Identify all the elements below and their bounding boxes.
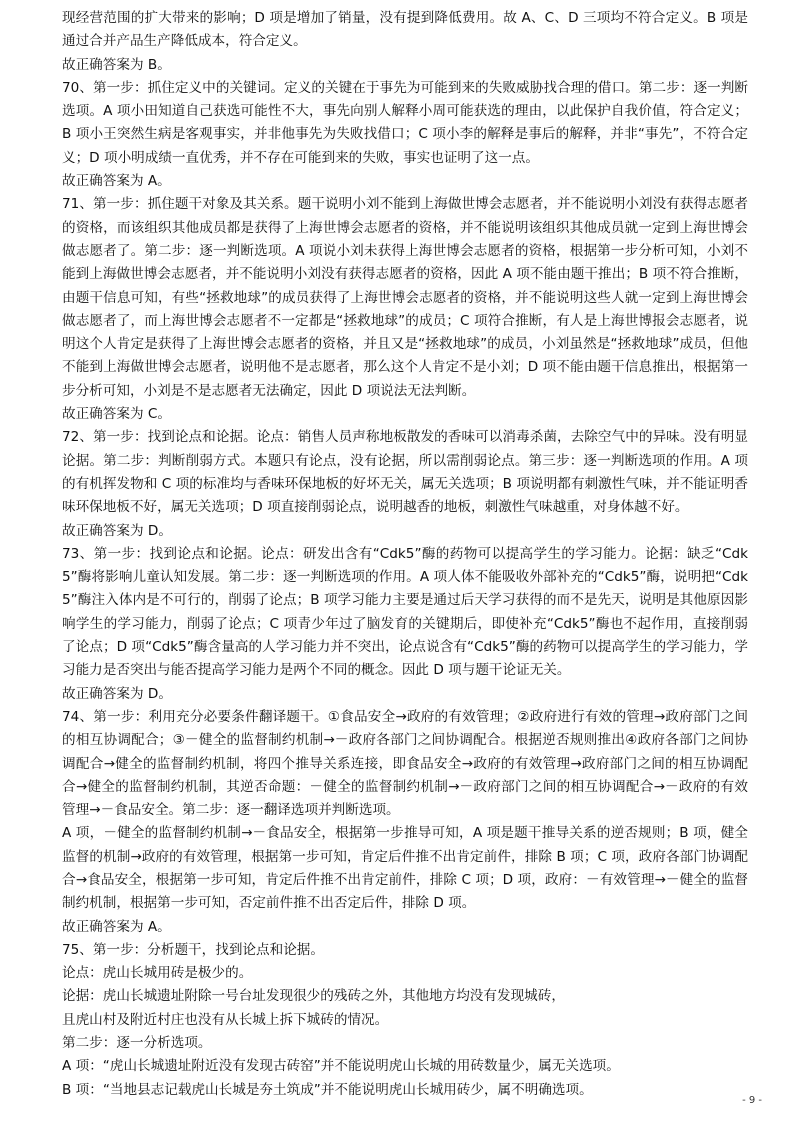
answer-line: 故正确答案为 C。	[62, 406, 171, 423]
page-number: - 9 -	[742, 1095, 762, 1106]
answer-line: 故正确答案为 D。	[62, 522, 172, 539]
question-72-analysis: 72、第一步：找到论点和论据。论点：销售人员声称地板散发的香味可以消毒杀菌，去除空气中的异味。没有明显论据。第二步：判断削弱方式。本题只有论点，没有论据，所以需削弱论点。第三步：逐一判断选项的作用。A 项的有机挥发物和 C 项的标准均与香味环保地板的好坏无关，属无关选项；B 项说明都有刺激性气味，并不能证明香味环保地板不好，属无关选项；D 项直接削弱论点，说明越香的地板，刺激性气味越重，对身体越不好。	[62, 429, 748, 516]
question-75-step-two: 第二步：逐一分析选项。	[62, 1035, 212, 1052]
paragraph-option-analysis-end: 现经营范围的扩大带来的影响；D 项是增加了销量，没有提到降低费用。故 A、C、D 三项均不符合定义。B 项是通过合并产品生产降低成本，符合定义。	[62, 10, 748, 50]
question-71-analysis: 71、第一步：抓住题干对象及其关系。题干说明小刘不能到上海做世博会志愿者，并不能说明小刘没有获得志愿者的资格，而该组织其他成员都是获得了上海世博会志愿者的资格，并不能说明该组织其他成员就一定到上海世博会做志愿者了。第二步：逐一判断选项。A 项说小刘未获得上海世博会志愿者的资格，根据第一步分析可知，小刘不能到上海做世博会志愿者，并不能说明小刘没有获得志愿者的资格，因此 A 项不能由题干推出；B 项不符合推断，由题干信息可知，有些“拯救地球”的成员获得了上海世博会志愿者的资格，并不能说明这些人就一定到上海世博会做志愿者了，而上海世博会志愿者不一定都是“拯救地球”的成员；C 项符合推断，有人是上海世博报会志愿者，说明这个人肯定是获得了上海世博会志愿者的资格，并且又是“拯救地球”的成员，小刘虽然是“拯救地球”成员，但他不能到上海做世博会志愿者，说明他不是志愿者，那么这个人肯定不是小刘；D 项不能由题干信息推出，根据第一步分析可知，小刘是不是志愿者无法确定，因此 D 项说法无法判断。	[62, 196, 748, 399]
answer-line: 故正确答案为 B。	[62, 56, 171, 73]
answer-line: 故正确答案为 D。	[62, 685, 172, 702]
question-75-evidence: 论据：虎山长城遗址附除一号台址发现很少的残砖之外，其他地方均没有发现城砖，	[62, 988, 565, 1005]
answer-line: 故正确答案为 A。	[62, 918, 171, 935]
answer-line: 故正确答案为 A。	[62, 173, 171, 190]
question-75-step-one: 75、第一步：分析题干，找到论点和论据。	[62, 941, 324, 958]
question-75-evidence-cont: 且虎山村及附近村庄也没有从长城上拆下城砖的情况。	[62, 1011, 389, 1028]
question-73-analysis: 73、第一步：找到论点和论据。论点：研发出含有“Cdk5”酶的药物可以提高学生的学习能力。论据：缺乏“Cdk5”酶将影响儿童认知发展。第二步：逐一判断选项的作用。A 项人体不能吸收外部补充的“Cdk5”酶，说明把“Cdk5”酶注入体内是不可行的，削弱了论点；B 项学习能力主要是通过后天学习获得的而不是先天，说明是其他原因影响学生的学习能力，削弱了论点；C 项青少年过了脑发育的关键期后，即使补充“Cdk5”酶也不起作用，直接削弱了论点；D 项“Cdk5”酶含量高的人学习能力并不突出，论点说含有“Cdk5”酶的药物可以提高学生的学习能力，学习能力是否突出与能否提高学习能力是两个不同的概念。因此 D 项与题干论证无关。	[62, 545, 748, 679]
question-74-options: A 项，－健全的监督制约机制→－食品安全，根据第一步推导可知，A 项是题干推导关系的逆否规则；B 项，健全监督的机制→政府的有效管理，根据第一步可知，肯定后件推不出肯定前件，排除 B 项；C 项，政府各部门协调配合→食品安全，根据第一步可知，肯定后件推不出肯定前件，排除 C 项；D 项，政府：－有效管理→－健全的监督制约机制，根据第一步可知，否定前件推不出否定后件，排除 D 项。	[62, 825, 748, 912]
question-70-analysis: 70、第一步：抓住定义中的关键词。定义的关键在于事先为可能到来的失败威胁找合理的借口。第二步：逐一判断选项。A 项小田知道自己获选可能性不大，事先向别人解释小周可能获选的理由，以此保护自我价值，符合定义；B 项小王突然生病是客观事实，并非他事先为失败找借口；C 项小李的解释是事后的解释，并非“事先”，不符合定义；D 项小明成绩一直优秀，并不存在可能到来的失败，事实也证明了这一点。	[62, 79, 748, 166]
question-75-option-b: B 项：“当地县志记载虎山长城是夯土筑成”并不能说明虎山长城用砖少，属不明确选项。	[62, 1081, 593, 1098]
question-74-analysis: 74、第一步：利用充分必要条件翻译题干。①食品安全→政府的有效管理；②政府进行有效的管理→政府部门之间的相互协调配合；③－健全的监督制约机制→－政府各部门之间协调配合。根据逆否规则推出④政府各部门之间协调配合→健全的监督制约机制，将四个推导关系连接，即食品安全→政府的有效管理→政府部门之间的相互协调配合→健全的监督制约机制，其逆否命题：－健全的监督制约机制→－政府部门之间的相互协调配合→－政府的有效管理→－食品安全。第二步：逐一翻译选项并判断选项。	[62, 708, 748, 819]
question-75-option-a: A 项：“虎山长城遗址附近没有发现古砖窑”并不能说明虎山长城的用砖数量少，属无关选项。	[62, 1058, 620, 1075]
question-75-thesis: 论点：虎山长城用砖是极少的。	[62, 965, 253, 982]
